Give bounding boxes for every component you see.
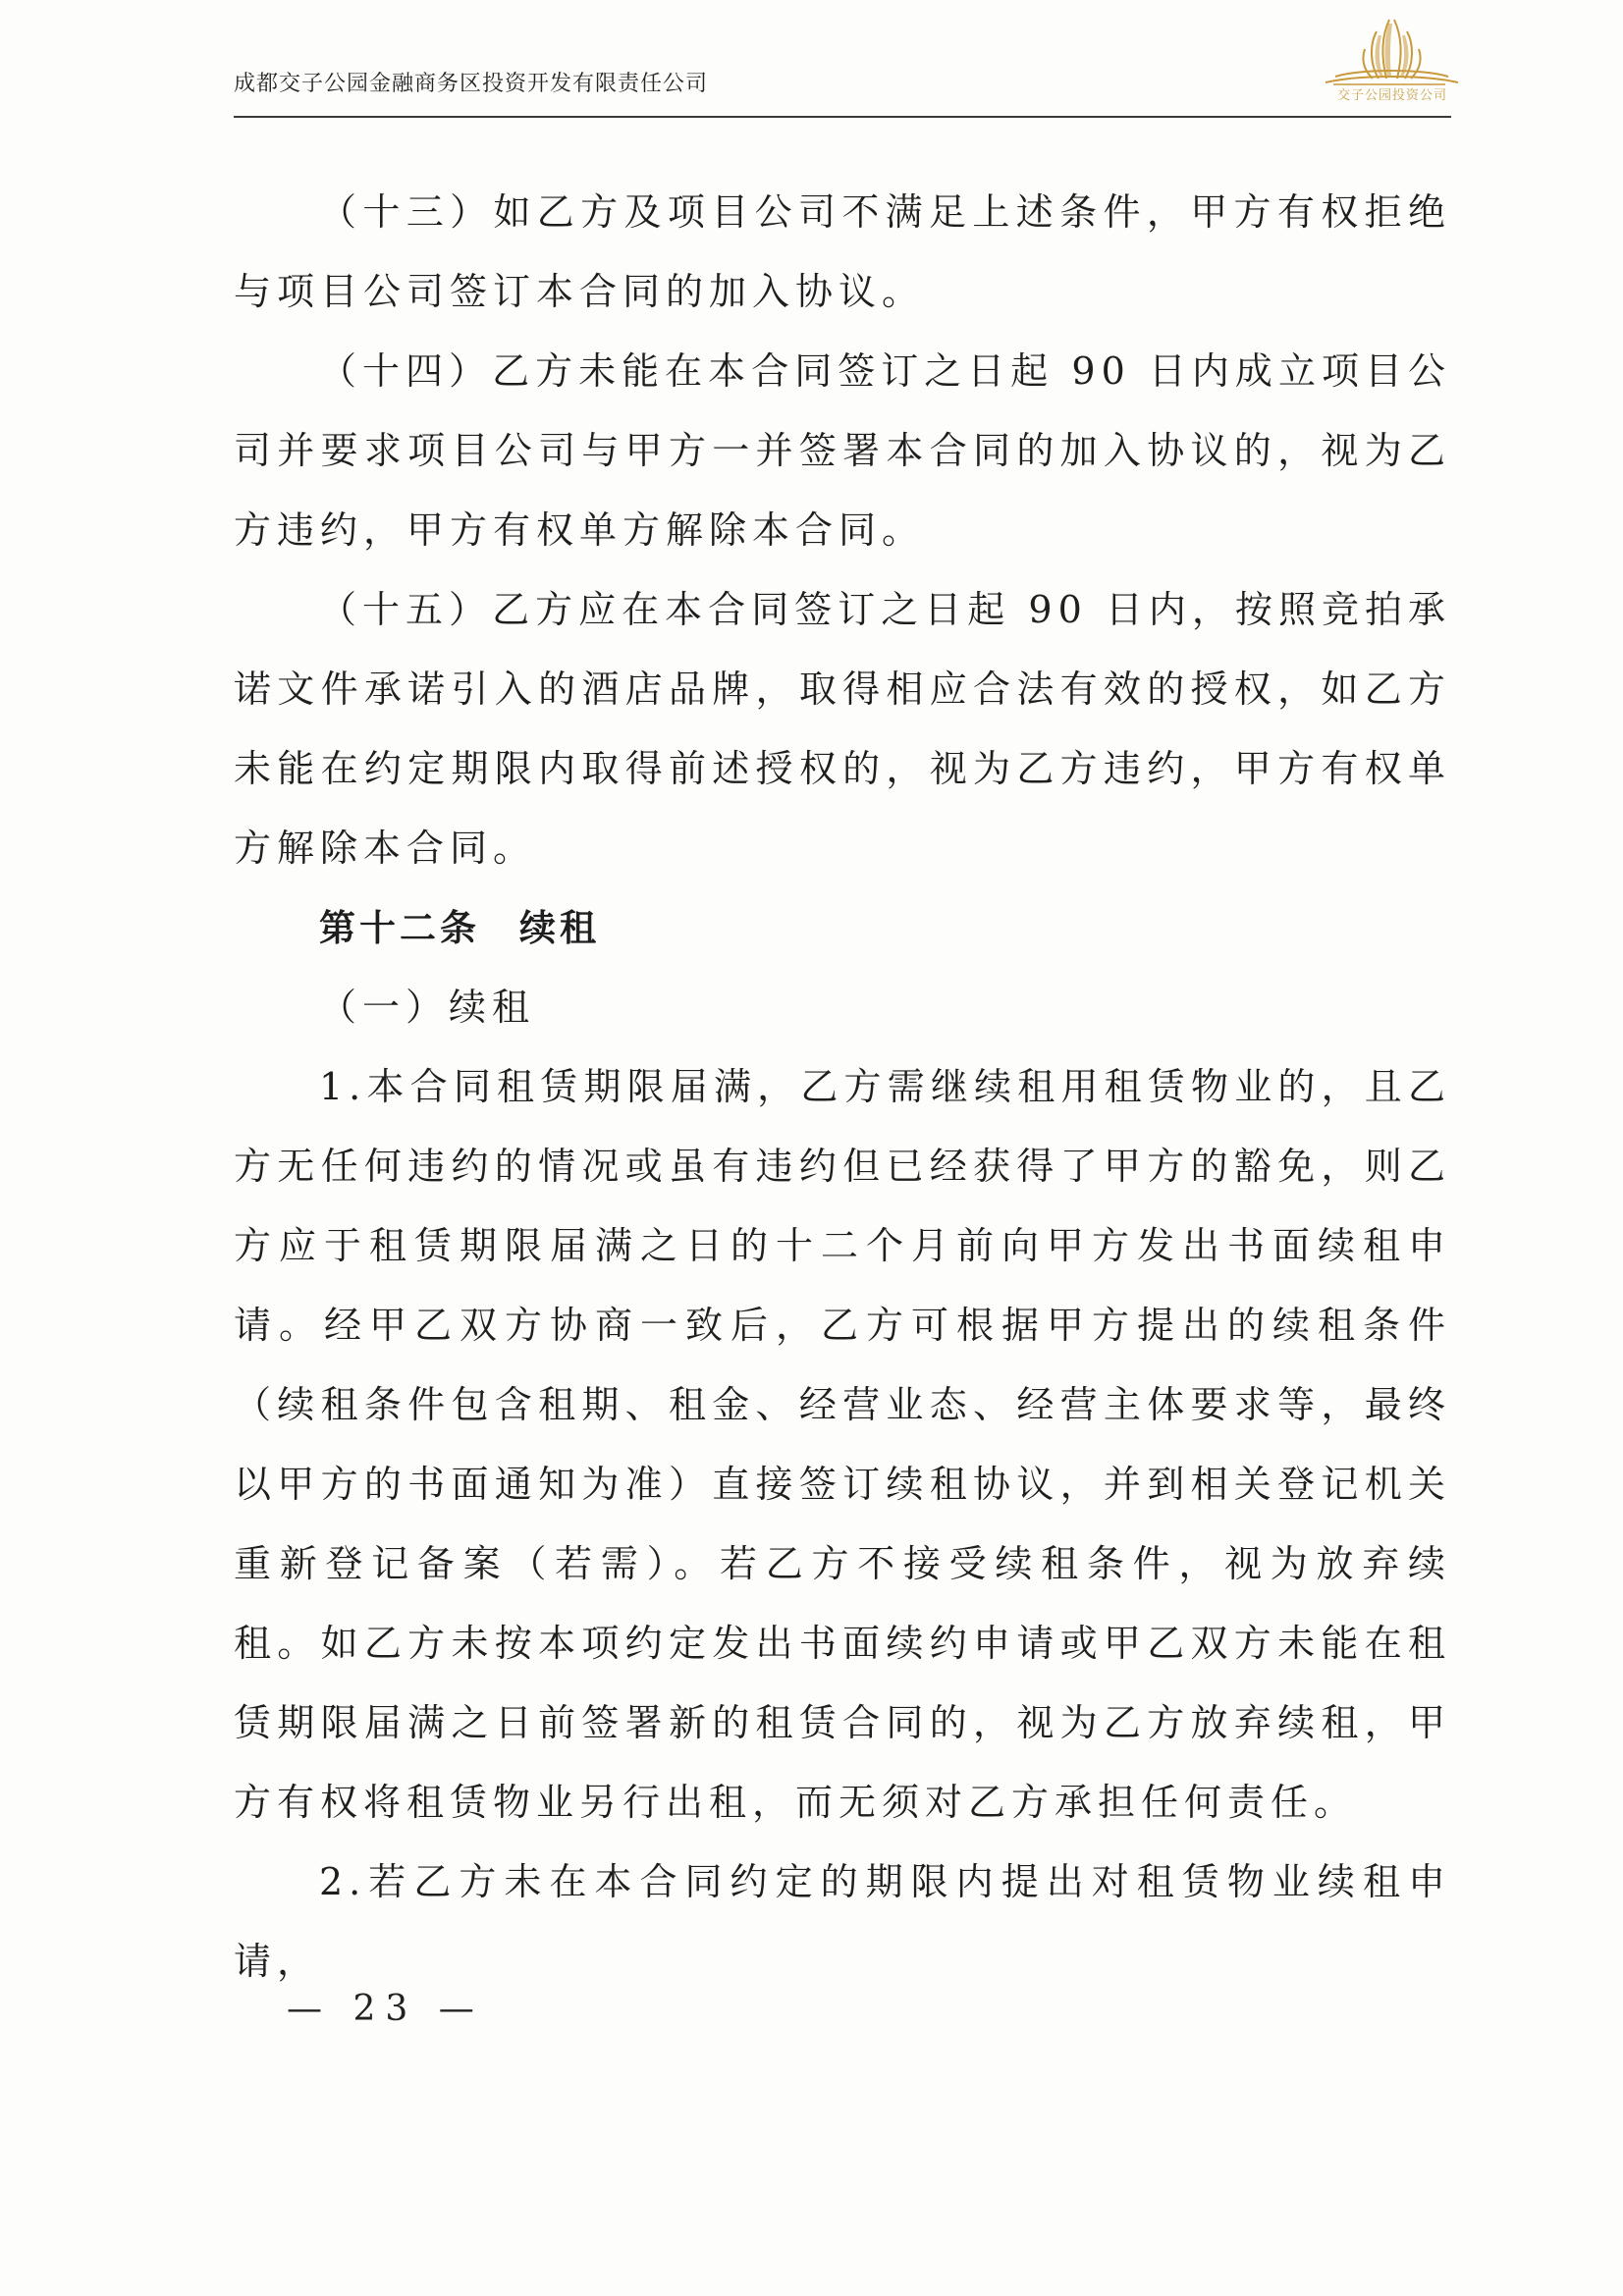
page-header — [234, 61, 1451, 130]
paragraph-14: （十四）乙方未能在本合同签订之日起 90 日内成立项目公司并要求项目公司与甲方一并签署本合同的加入协议的，视为乙方违约，甲方有权单方解除本合同。 — [234, 349, 1451, 552]
section-heading: （一）续租 — [319, 986, 536, 1029]
document-body — [234, 173, 1451, 2002]
logo-caption: 交子公园投资公司 — [1336, 88, 1447, 103]
company-name: 成都交子公园金融商务区投资开发有限责任公司 — [234, 72, 709, 96]
paragraph-15: （十五）乙方应在本合同签订之日起 90 日内，按照竞拍承诺文件承诺引入的酒店品牌，取得相应合法有效的授权，如乙方未能在约定期限内取得前述授权的，视为乙方违约，甲方有权单方解除本合同。 — [234, 588, 1451, 870]
paragraph-13: （十三）如乙方及项目公司不满足上述条件，甲方有权拒绝与项目公司签订本合同的加入协议。 — [234, 190, 1451, 313]
page-number: — 23 — — [287, 1989, 484, 2029]
clause-1: 1.本合同租赁期限届满，乙方需继续租用租赁物业的，且乙方无任何违约的情况或虽有违约但已经获得了甲方的豁免，则乙方应于租赁期限届满之日的十二个月前向甲方发出书面续租申请。经甲乙双方协商一致后，乙方可根据甲方提出的续租条件（续租条件包含租期、租金、经营业态、经营主体要求等，最终以甲方的书面通知为准）直接签订续租协议，并到相关登记机关重新登记备案（若需）。若乙方不接受续租条件，视为放弃续租。如乙方未按本项约定发出书面续约申请或甲乙双方未能在租赁期限届满之日前签署新的租赁合同的，视为乙方放弃续租，甲方有权将租赁物业另行出租，而无须对乙方承担任何责任。 — [234, 1065, 1451, 1824]
article-title: 续租 — [519, 907, 600, 949]
clause-2: 2.若乙方未在本合同约定的期限内提出对租赁物业续租申请， — [234, 1860, 1451, 1983]
article-heading — [234, 888, 1451, 968]
header-divider — [234, 116, 1451, 118]
article-number: 第十二条 — [319, 907, 480, 949]
